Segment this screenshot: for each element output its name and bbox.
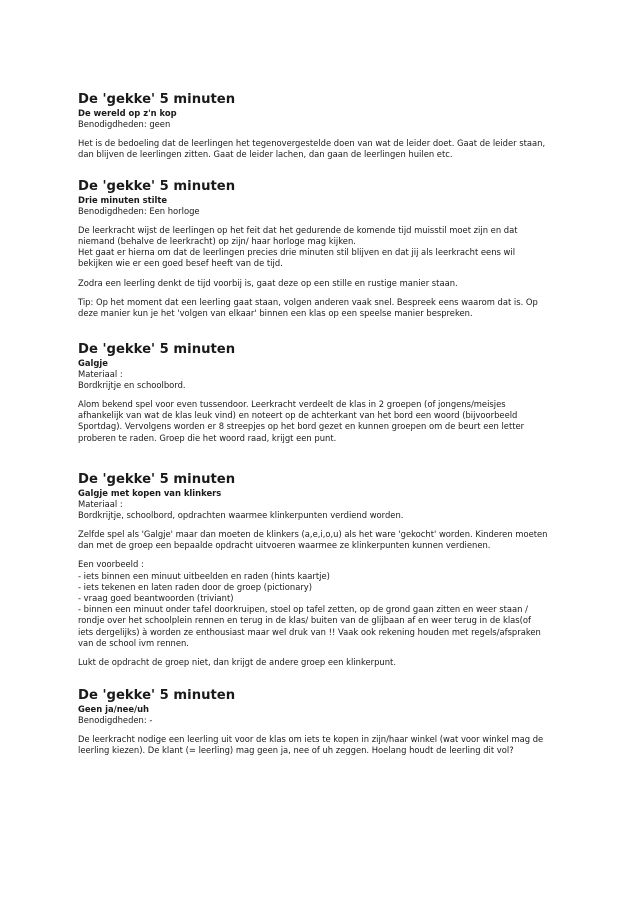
- paragraph-line: De leerkracht wijst de leerlingen op het feit dat het gedurende de komende tijd muisstil moet zijn en dat: [78, 224, 518, 235]
- section-meta-line: Benodigdheden: Een horloge: [78, 205, 200, 216]
- section-4: [78, 472, 564, 668]
- section-subtitle: Galgje: [78, 358, 108, 368]
- section-subtitle: De wereld op z'n kop: [78, 108, 177, 118]
- section-meta-line: Materiaal :: [78, 498, 123, 509]
- section-meta-line: Benodigdheden: geen: [78, 118, 171, 129]
- paragraph-line: iets dergelijks) à worden ze enthousiast maar wel druk van !! Vaak ook rekening houden met regels/afspraken: [78, 626, 541, 637]
- section-meta-line: Bordkrijtje, schoolbord, opdrachten waarmee klinkerpunten verdiend worden.: [78, 509, 404, 520]
- section-meta-line: Bordkrijtje en schoolbord.: [78, 379, 186, 390]
- section-title: De 'gekke' 5 minuten: [78, 472, 236, 487]
- section-title: De 'gekke' 5 minuten: [78, 342, 236, 357]
- paragraph-line: Tip: Op het moment dat een leerling gaat staan, volgen anderen vaak snel. Bespreek eens waarom dat is. Op: [78, 296, 538, 307]
- paragraph-line: De leerkracht nodige een leerling uit voor de klas om iets te kopen in zijn/haar winkel (wat voor winkel mag de: [78, 733, 544, 744]
- paragraph-line: proberen te raden. Groep die het woord raad, krijgt een punt.: [78, 432, 337, 443]
- section-meta-line: Benodigdheden: -: [78, 714, 153, 725]
- paragraph-line: - iets binnen een minuut uitbeelden en raden (hints kaartje): [78, 570, 330, 581]
- paragraph-line: - iets tekenen en laten raden door de groep (pictionary): [78, 581, 313, 592]
- paragraph-line: dan met de groep een bepaalde opdracht uitvoeren waarmee ze klinkerpunten kunnen verdienen.: [78, 540, 491, 551]
- paragraph-line: - vraag goed beantwoorden (triviant): [78, 592, 234, 603]
- paragraph-line: afhankelijk van wat de klas leuk vind) en noteert op de achterkant van het bord een woord (bijvoorbeeld: [78, 410, 518, 421]
- section-subtitle: Drie minuten stilte: [78, 195, 168, 205]
- paragraph-line: Het is de bedoeling dat de leerlingen het tegenovergestelde doen van wat de leider doet. Gaat de leider staan,: [78, 137, 546, 148]
- section-1: [78, 92, 564, 160]
- paragraph-line: bekijken wie er een goed besef heeft van de tijd.: [78, 258, 283, 269]
- paragraph-line: van de school ivm rennen.: [78, 637, 189, 648]
- section-meta-line: Materiaal :: [78, 368, 123, 379]
- section-2: [78, 179, 564, 319]
- paragraph-line: Sportdag). Vervolgens worden er 8 streepjes op het bord gezet en kunnen groepen om de beurt een letter: [78, 421, 525, 432]
- paragraph-line: - binnen een minuut onder tafel doorkruipen, stoel op tafel zetten, op de grond gaan zitten en weer staan /: [78, 604, 528, 615]
- section-5: [78, 688, 564, 756]
- paragraph-line: rondje over het schoolplein rennen en terug in de klas/ buiten van de glijbaan af en weer terug in de klas(of: [78, 615, 531, 626]
- paragraph-line: Lukt de opdracht de groep niet, dan krijgt de andere groep een klinkerpunt.: [78, 656, 396, 667]
- section-subtitle: Geen ja/nee/uh: [78, 704, 149, 714]
- paragraph-line: leerling kiezen). De klant (= leerling) mag geen ja, nee of uh zeggen. Hoelang houdt de leerling dit vol?: [78, 744, 514, 755]
- section-title: De 'gekke' 5 minuten: [78, 92, 236, 107]
- paragraph-line: Een voorbeeld :: [78, 559, 144, 570]
- section-title: De 'gekke' 5 minuten: [78, 179, 236, 194]
- paragraph-line: niemand (behalve de leerkracht) op zijn/ haar horloge mag kijken.: [78, 235, 356, 246]
- paragraph-line: Het gaat er hierna om dat de leerlingen precies drie minuten stil blijven en dat jij als leerkracht eens wil: [78, 247, 516, 258]
- paragraph-line: dan blijven de leerlingen zitten. Gaat de leider lachen, dan gaan de leerlingen huilen etc.: [78, 148, 453, 159]
- section-subtitle: Galgje met kopen van klinkers: [78, 488, 222, 498]
- paragraph-line: Alom bekend spel voor even tussendoor. Leerkracht verdeelt de klas in 2 groepen (of jongens/meisjes: [78, 398, 506, 409]
- section-3: [78, 342, 564, 444]
- paragraph-line: Zelfde spel als 'Galgje' maar dan moeten de klinkers (a,e,i,o,u) als het ware 'gekocht' worden. Kinderen moeten: [78, 528, 548, 539]
- section-title: De 'gekke' 5 minuten: [78, 688, 236, 703]
- paragraph-line: Zodra een leerling denkt de tijd voorbij is, gaat deze op een stille en rustige manier staan.: [78, 277, 458, 288]
- paragraph-line: deze manier kun je het 'volgen van elkaar' binnen een klas op een speelse manier bespreken.: [78, 307, 473, 318]
